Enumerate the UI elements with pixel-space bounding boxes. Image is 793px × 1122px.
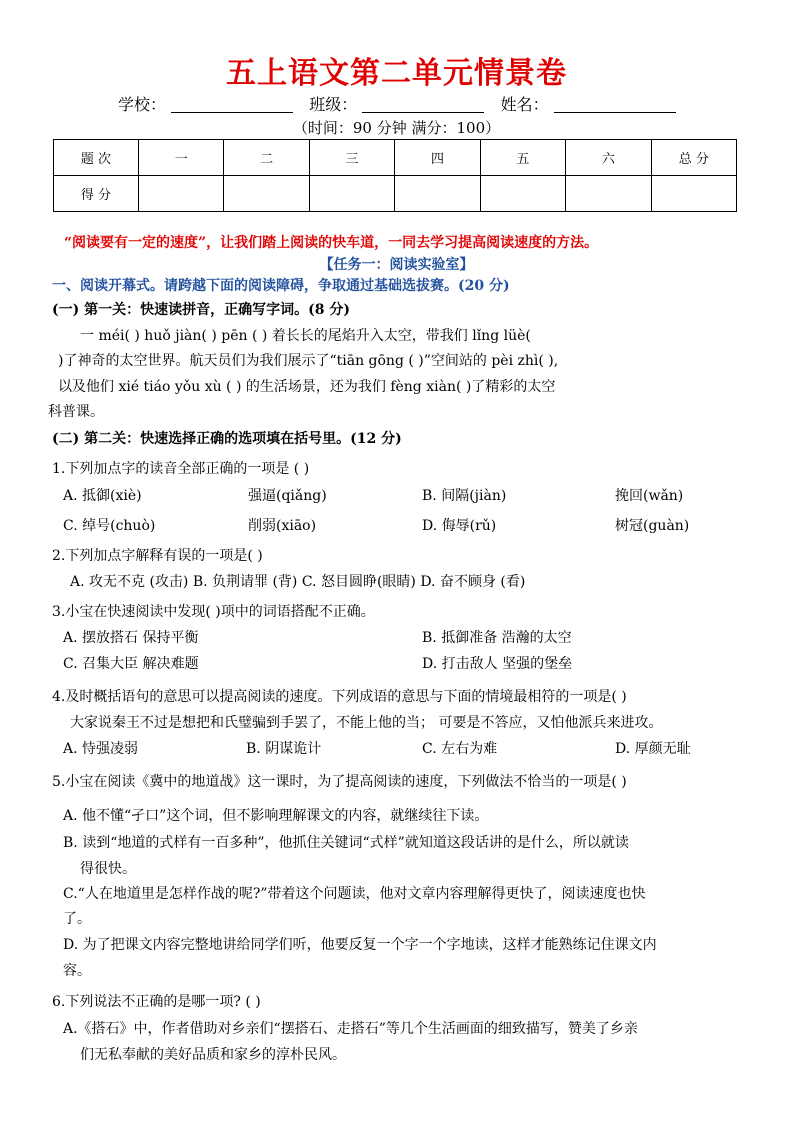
option-b[interactable]: B. 抵御准备 浩瀚的太空 xyxy=(422,630,572,646)
student-info-line xyxy=(118,92,676,115)
option-d-cont: 容。 xyxy=(63,963,91,979)
option-d[interactable]: D. 厚颜无耻 xyxy=(615,741,691,757)
task-heading: 【任务一：阅读实验室】 xyxy=(319,257,474,273)
question-stem: 3.小宝在快速阅读中发现( )项中的词语搭配不正确。 xyxy=(52,604,375,620)
option-b[interactable]: B. 阴谋诡计 xyxy=(246,741,322,757)
option-a[interactable]: A. 他不懂“孑口”这个词，但不影响理解课文的内容，就继续往下读。 xyxy=(63,808,489,824)
option-c-cont: 了。 xyxy=(63,911,91,927)
score-header-cell: 题 次 xyxy=(54,140,139,176)
question-context: 大家说秦王不过是想把和氏璧骗到手罢了，不能上他的当； 可要是不答应，又怕他派兵来进攻。 xyxy=(70,715,663,731)
school-field[interactable] xyxy=(171,96,293,113)
question-stem: 5.小宝在阅读《冀中的地道战》这一课时，为了提高阅读的速度，下列做法不恰当的一项是( ) xyxy=(52,774,627,790)
pinyin-line: 以及他们 xié tiáo yǒu xù ( ) 的生活场景，还为我们 fèng xiàn( )了精彩的太空 xyxy=(58,379,556,395)
option-d[interactable]: D. 打击敌人 坚强的堡垒 xyxy=(422,656,573,672)
question-stem: 2.下列加点字解释有误的一项是( ) xyxy=(52,548,263,564)
question-stem: 4.及时概括语句的意思可以提高阅读的速度。下列成语的意思与下面的情境最相符的一项是( ) xyxy=(52,689,627,705)
option-a[interactable]: A. 恃强凌弱 xyxy=(63,741,139,757)
page-title: 五上语文第二单元情景卷 xyxy=(226,56,567,91)
option-d[interactable]: D. 为了把课文内容完整地讲给同学们听，他要反复一个字一个字地读，这样才能熟练记住课文内 xyxy=(63,937,657,953)
score-header-cell: 二 xyxy=(224,140,309,176)
score-header-cell: 三 xyxy=(309,140,394,176)
option-c[interactable]: C.“人在地道里是怎样作战的呢?”带着这个问题读，他对文章内容理解得更快了，阅读速度也快 xyxy=(63,886,646,902)
score-table xyxy=(53,139,737,212)
option-c[interactable]: C. 召集大臣 解决难题 xyxy=(63,656,199,672)
option-a-cont: 们无私奉献的美好品质和家乡的淳朴民风。 xyxy=(80,1047,346,1063)
question-stem: 1.下列加点字的读音全部正确的一项是 ( ) xyxy=(52,461,310,477)
score-header-cell: 六 xyxy=(566,140,651,176)
pinyin-line: 科普课。 xyxy=(48,404,104,420)
score-cell[interactable] xyxy=(309,176,394,212)
section-heading: 一、阅读开幕式。请跨越下面的阅读障碍，争取通过基础选拔赛。(20 分) xyxy=(52,278,510,294)
option-a[interactable]: A.《搭石》中，作者借助对乡亲们“摆搭石、走搭石”等几个生活画面的细致描写，赞美了乡亲 xyxy=(63,1021,638,1037)
option-text: 挽回(wǎn) xyxy=(615,488,684,504)
pinyin-line: 一 méi( ) huǒ jiàn( ) pēn ( ) 着长长的尾焰升入太空，带我们 lǐng lüè( xyxy=(80,328,531,344)
score-header-cell: 五 xyxy=(480,140,565,176)
option-text: 强逼(qiǎng) xyxy=(248,488,327,504)
name-field[interactable] xyxy=(554,96,676,113)
score-cell[interactable] xyxy=(651,176,736,212)
option-a[interactable]: A. 摆放搭石 保持平衡 xyxy=(63,630,199,646)
option-text: 树冠(guàn) xyxy=(615,518,690,534)
option-c[interactable]: C. 绰号(chuò) xyxy=(63,518,156,534)
score-header-cell: 总 分 xyxy=(651,140,736,176)
class-field[interactable] xyxy=(362,96,484,113)
option-c[interactable]: C. 左右为难 xyxy=(422,741,498,757)
score-header-row xyxy=(54,140,737,176)
option-b[interactable]: B. 间隔(jiàn) xyxy=(422,488,507,504)
option-d[interactable]: D. 侮辱(rǔ) xyxy=(422,518,497,534)
score-header-cell: 一 xyxy=(139,140,224,176)
option-b[interactable]: B. 读到“地道的式样有一百多种”，他抓住关键词“式样”就知道这段话讲的是什么，所以就读 xyxy=(63,835,629,851)
option-text: 削弱(xiāo) xyxy=(248,518,317,534)
option-a[interactable]: A. 抵御(xiè) xyxy=(63,488,142,504)
part1-heading: (一) 第一关：快速读拼音，正确写字词。(8 分) xyxy=(52,302,350,318)
score-cell[interactable] xyxy=(566,176,651,212)
option-row[interactable]: A. 攻无不克 (攻击) B. 负荆请罪 (背) C. 怒目圆睁(眼睛) D. 奋不顾身 (看) xyxy=(70,574,526,590)
score-header-cell: 四 xyxy=(395,140,480,176)
intro-text: “阅读要有一定的速度”，让我们踏上阅读的快车道，一同去学习提高阅读速度的方法。 xyxy=(64,235,599,251)
part2-heading: (二) 第二关：快速选择正确的选项填在括号里。(12 分) xyxy=(52,431,402,447)
pinyin-line: )了神奇的太空世界。航天员们为我们展示了“tiān gōng ( )”空间站的 pèi zhì( ), xyxy=(58,353,559,369)
score-row-label: 得 分 xyxy=(54,176,139,212)
question-stem: 6.下列说法不正确的是哪一项? ( ) xyxy=(52,994,261,1010)
score-value-row xyxy=(54,176,737,212)
school-label: 学校： xyxy=(118,95,167,114)
score-cell[interactable] xyxy=(139,176,224,212)
time-line: （时间：90 分钟 满分：100） xyxy=(292,119,501,137)
score-cell[interactable] xyxy=(395,176,480,212)
name-label: 姓名： xyxy=(500,95,549,114)
class-label: 班级： xyxy=(309,95,358,114)
score-cell[interactable] xyxy=(480,176,565,212)
option-b-cont: 得很快。 xyxy=(80,861,136,877)
score-cell[interactable] xyxy=(224,176,309,212)
